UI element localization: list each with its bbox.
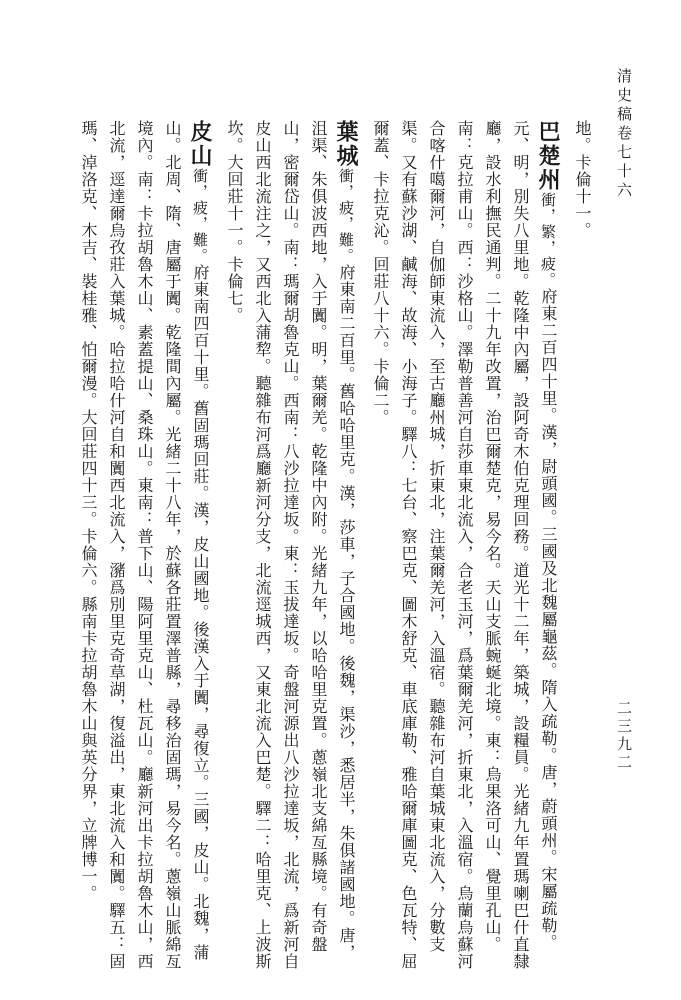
entry-text: 府東二百四十里。漢，尉頭國。三國及北魏屬龜茲。隋入疏勒。唐，蔚頭州。宋屬疏勒。元、明，別失八里地。乾隆中內屬，設阿奇木伯克理回務。道光十二年，築城，設糧員。光緒九年置瑪喇巴什直隸廳，設水利撫民通判。二十九年改置，治巴爾楚克，易今名。天山支脈蜿蜒北境。東：烏果洛可山、覺里孔山。南：克拉甫山。西：沙格山。澤勒普善河自莎車東北流入，合老玉河，爲葉爾羌河，折東北，入溫宿。烏蘭烏蘇河合喀什噶爾河，自伽師東流入，至古廳州城，折東北，注葉爾羌河，入溫宿。聽雜布河自葉城東北流入，分數支渠。又有蘇沙湖、鹹海、故海、小海子。驛八：七台、察巴克、圖木舒克、車底庫勒、雅哈爾庫圖克、色瓦特、屈爾蓋、卡拉克沁。回莊八十六。卡倫二。: [371, 120, 558, 970]
entry-tag: 衝，繁，疲。: [539, 192, 557, 288]
text-entry: [568, 120, 596, 970]
text-body: [64, 120, 596, 970]
entry-text: 地。卡倫十一。: [573, 120, 592, 239]
text-entry: [220, 120, 360, 970]
entry-headword: 皮山: [187, 120, 213, 168]
text-entry: [74, 120, 214, 970]
entry-text: 府東南二百里。舊哈哈里克。漢，莎車，子合國地。後魏，渠沙，悉居半，朱俱諸國地。唐，沮渠、朱俱波西地，入于闐。明，葉爾羌。乾隆中內附。光緒九年，以哈哈里克置。蔥嶺北支綿亙縣境。有奇盤山，密爾岱山。南：瑪爾胡魯克山。西南：八沙拉達坂。東：玉拔達坂。奇盤河源出八沙拉達坂，北流，爲新河自皮山西北流注之，又西北入蒲犂。聽雜布河爲廳新河分支，北流逕城西，又東北流入巴楚。驛二：哈里克、上波斯坎。大回莊十一。卡倫七。: [225, 120, 356, 970]
entry-tag: 衝，疲，難。: [191, 168, 209, 264]
entry-headword: 葉城: [333, 120, 359, 168]
running-title: 清史稿卷七十六: [615, 68, 633, 201]
text-entry: [366, 120, 562, 970]
entry-text: 府東南四百十里。舊固瑪回莊。漢，皮山國地。後漢入于闐，尋復立。三國，皮山。北魏，蒲山。北周、隋、唐屬于闐。乾隆間內屬。光緒二十八年，於蘇各莊置澤普縣，尋移治固瑪，易今名。蔥嶺山脈綿亙境內。南：卡拉胡魯木山、素蓋提山、桑珠山。東南：普下山、陽阿里克山、杜瓦山。廳新河出卡拉胡魯木山，西北流，逕達爾烏孜莊入葉城。哈拉哈什河自和闐西北流入，瀦爲別里克奇草湖，復溢出，東北流入和闐。驛五：固瑪、淖洛克、木吉、裝桂雅、怕爾漫。大回莊四十三。卡倫六。縣南卡拉胡魯木山與英分界，立牌博一。: [79, 120, 210, 970]
entry-headword: 巴楚州: [535, 120, 561, 192]
page-number: 二三九二: [615, 700, 633, 772]
entry-tag: 衝，疲，難。: [337, 168, 355, 264]
